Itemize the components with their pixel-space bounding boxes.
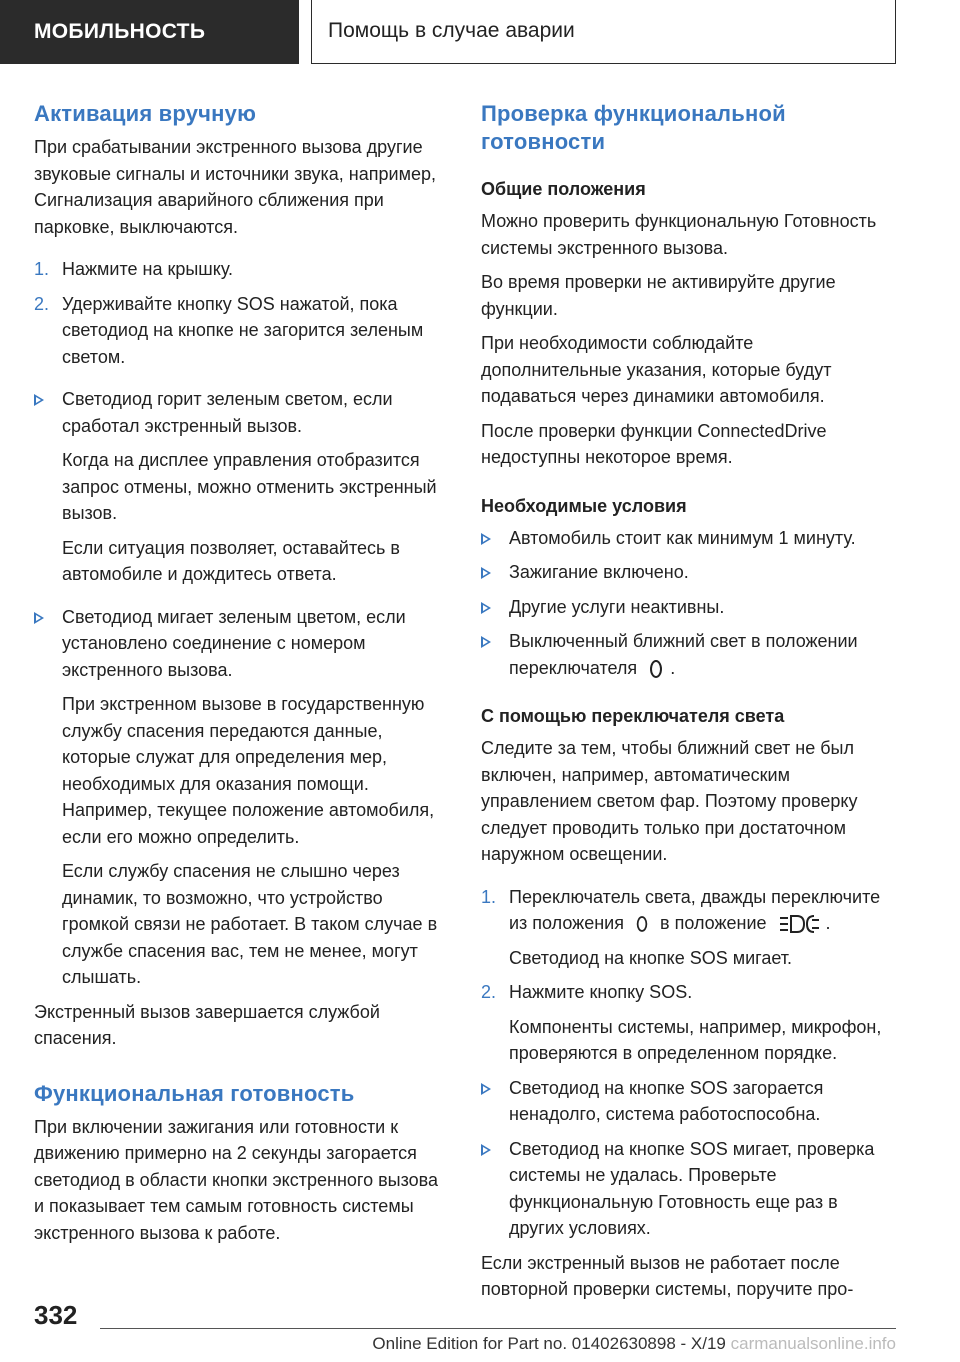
manual-end: Экстренный вызов завершается службой спасения. bbox=[34, 1001, 380, 1048]
step-number: 2. bbox=[34, 293, 50, 314]
bullet-check-fail bbox=[481, 1136, 895, 1242]
bullet-paragraph: Если ситуация позволяет, оставайтесь в автомобиле и дождитесь ответа. bbox=[62, 537, 400, 584]
switch-intro: Следите за тем, чтобы ближний свет не был включен, например, автоматическим управлением светом фар. Поэтому проверку следует проводить только при достаточном наружном освещении. bbox=[481, 738, 858, 864]
bullet-paragraph: При экстренном вызове в государственную службу спасения передаются данные, которые служат для определения мер, необходимых для оказания помощи. Например, текущее положение автомобиля, если его можно определить. bbox=[62, 694, 435, 847]
triangle-bullet-icon bbox=[481, 533, 491, 545]
switch-step-2 bbox=[481, 979, 895, 1006]
triangle-bullet-icon bbox=[481, 1083, 491, 1095]
condition-text: Другие услуги неактивны. bbox=[509, 596, 725, 617]
low-beam-icon bbox=[778, 913, 820, 935]
triangle-bullet-icon bbox=[481, 1144, 491, 1156]
light-switch-zero-icon bbox=[648, 658, 664, 680]
condition-item bbox=[481, 628, 895, 681]
step-end: . bbox=[825, 913, 831, 933]
step-text: Нажмите кнопку SOS. bbox=[509, 982, 693, 1002]
step-text: Удерживайте кнопку SOS нажатой, пока светодиод на кнопке не загорится зеленым светом. bbox=[62, 293, 424, 367]
step-1 bbox=[34, 256, 448, 283]
condition-item bbox=[481, 594, 895, 621]
step-number: 1. bbox=[34, 259, 50, 279]
condition-text: Выключенный ближний свет в положении переключателя bbox=[509, 631, 858, 678]
bullet-led-green bbox=[34, 386, 448, 439]
condition-text: Зажигание включено. bbox=[509, 562, 689, 582]
header-section: МОБИЛЬНОСТЬ bbox=[0, 0, 299, 64]
left-column bbox=[34, 100, 448, 1254]
triangle-bullet-icon bbox=[34, 612, 44, 624]
step-text: Нажмите на крышку. bbox=[62, 259, 234, 279]
bullet-text: Светодиод на кнопке SOS загорается ненадолго, система работоспособна. bbox=[509, 1077, 824, 1124]
triangle-bullet-icon bbox=[481, 567, 491, 579]
switch-heading: С помощью переключателя света bbox=[481, 706, 785, 726]
general-p2: Во время проверки не активируйте другие функции. bbox=[481, 272, 836, 319]
general-p4: После проверки функции ConnectedDrive недоступны некоторое время. bbox=[481, 420, 827, 467]
conditions-heading: Необходимые условия bbox=[481, 495, 687, 516]
bullet-text: Светодиод на кнопке SOS мигает, проверка системы не удалась. Проверьте функциональную Готовность еще раз в других условиях. bbox=[509, 1138, 875, 1238]
bullet-paragraph: Если службу спасения не слышно через динамик, то возможно, что устройство громкой связи не работает. В таком случае в службе спасения вас, тем не менее, могут слышать. bbox=[62, 861, 438, 987]
switch-end: Если экстренный вызов не работает после повторной проверки системы, поручите про- bbox=[481, 1252, 854, 1299]
bullet-check-ok bbox=[481, 1075, 895, 1128]
bullet-paragraph: Когда на дисплее управления отобразится запрос отмены, можно отменить экстренный вызов. bbox=[62, 450, 437, 523]
step-text: в положение bbox=[660, 913, 767, 933]
bullet-text: Светодиод горит зеленым светом, если сработал экстренный вызов. bbox=[62, 389, 393, 436]
step-number: 1. bbox=[481, 886, 497, 907]
header-chapter: Помощь в случае аварии bbox=[311, 0, 896, 64]
readiness-title: Функциональная готовность bbox=[34, 1080, 355, 1106]
triangle-bullet-icon bbox=[481, 636, 491, 648]
footer-divider bbox=[100, 1328, 896, 1329]
step-2 bbox=[34, 291, 448, 371]
bullet-led-blink bbox=[34, 604, 448, 684]
condition-item bbox=[481, 559, 895, 586]
page-number: 332 bbox=[34, 1300, 78, 1330]
light-switch-zero-icon bbox=[635, 914, 649, 934]
general-heading: Общие положения bbox=[481, 179, 646, 199]
manual-intro: При срабатывании экстренного вызова другие звуковые сигналы и источники звука, например, Сигнализация аварийного сближения при парковке, выключаются. bbox=[34, 137, 436, 237]
check-title: Проверка функциональной готовности bbox=[481, 101, 786, 154]
triangle-bullet-icon bbox=[34, 394, 44, 406]
right-column bbox=[481, 100, 895, 1311]
step-sub: Компоненты системы, например, микрофон, проверяются в определенном порядке. bbox=[509, 1016, 882, 1063]
triangle-bullet-icon bbox=[481, 602, 491, 614]
bullet-text: Светодиод мигает зеленым цветом, если установлено соединение с номером экстренного вызова. bbox=[62, 606, 406, 680]
footer-edition bbox=[300, 1334, 896, 1354]
general-p3: При необходимости соблюдайте дополнительные указания, которые будут подаваться через динамики автомобиля. bbox=[481, 333, 832, 406]
switch-step-1 bbox=[481, 884, 895, 937]
condition-item bbox=[481, 525, 895, 552]
watermark-text: carmanualsonline.info bbox=[730, 1334, 896, 1353]
step-text: Переключатель света, дважды переключите из положения bbox=[509, 886, 881, 933]
condition-text: Автомобиль стоит как минимум 1 минуту. bbox=[509, 527, 856, 548]
readiness-text: При включении зажигания или готовности к движению примерно на 2 секунды загорается светодиод в области кнопки экстренного вызова и показывает тем самым готовность системы экстренного вызова к работе. bbox=[34, 1116, 439, 1243]
manual-title: Активация вручную bbox=[34, 101, 257, 126]
general-p1: Можно проверить функциональную Готовность системы экстренного вызова. bbox=[481, 211, 877, 258]
edition-text: Online Edition for Part no. 01402630898 - X/19 bbox=[372, 1334, 726, 1353]
condition-end: . bbox=[670, 657, 676, 678]
step-number: 2. bbox=[481, 982, 497, 1002]
step-sub: Светодиод на кнопке SOS мигает. bbox=[509, 947, 793, 968]
